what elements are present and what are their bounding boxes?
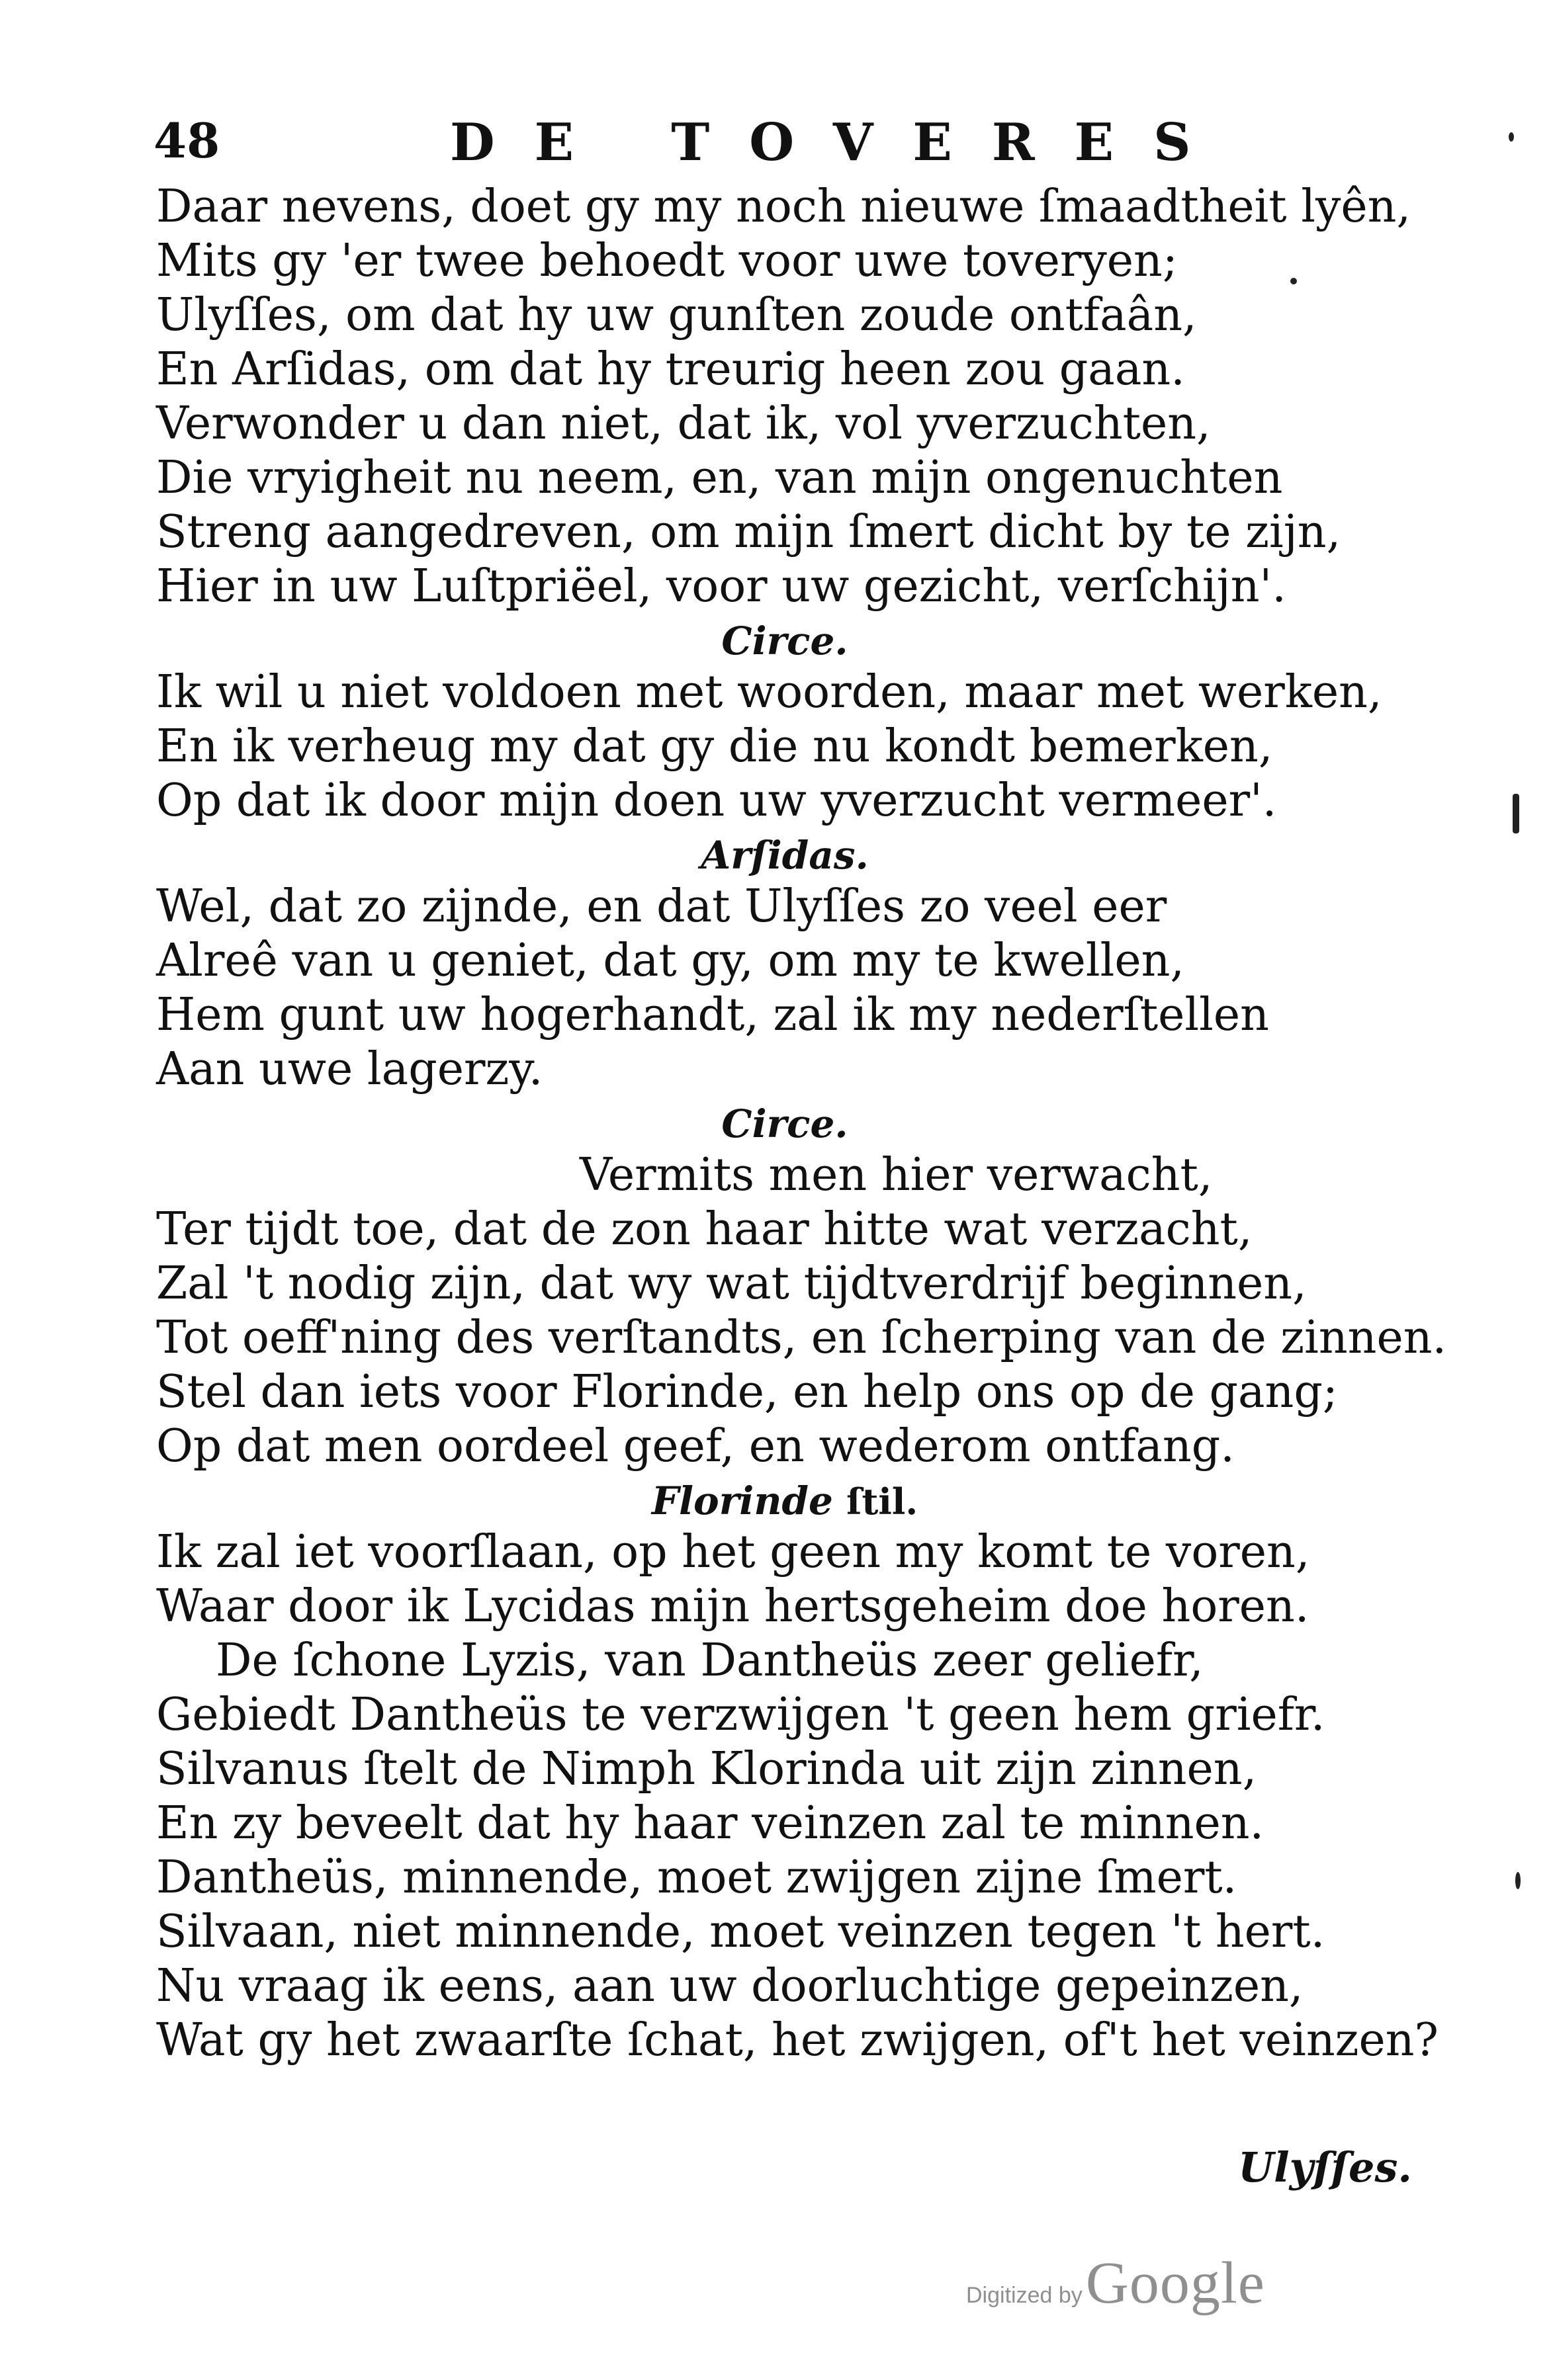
verse-line: Streng aangedreven, om mijn ſmert dicht by te zijn, [156,506,1341,558]
speaker-heading [156,828,1413,880]
verse-line: Tot oeff'ning des verſtandts, en ſcherping van de zinnen. [156,1312,1447,1364]
watermark-brand-logo: Google [1085,2250,1265,2316]
verse-line: Verwonder u dan niet, dat ik, vol yverzuchten, [156,398,1211,450]
ink-speck [1509,132,1514,142]
stage-direction: ſtil. [846,1480,918,1523]
watermark-prefix: Digitized by [966,2283,1083,2308]
verse-line: Waar door ik Lycidas mijn hertsgeheim doe horen. [156,1580,1309,1633]
verse-line: Vermits men hier verwacht, [580,1149,1213,1201]
verse-line: Gebiedt Dantheüs te verzwijgen 't geen hem griefr. [156,1689,1325,1741]
speaker-name: Circe. [721,1101,848,1146]
ink-speck [1290,278,1297,284]
speaker-heading [156,1474,1413,1525]
speaker-name: Arſidas. [701,833,869,878]
verse-line: De ſchone Lyzis, van Dantheüs zeer geliefr, [216,1635,1204,1687]
page-number: 48 [154,112,220,169]
speaker-name: Circe. [721,618,848,663]
verse-line: Aan uwe lagerzy. [156,1043,543,1095]
verse-line: Hem gunt uw hogerhandt, zal ik my nederſtellen [156,989,1269,1041]
verse-line: Dantheüs, minnende, moet zwijgen zijne ſmert. [156,1851,1237,1904]
verse-line: En Arſidas, om dat hy treurig heen zou gaan. [156,343,1185,396]
running-title: DE TOVERES [450,112,1231,173]
verse-line: Ter tijdt toe, dat de zon haar hitte wat verzacht, [156,1203,1253,1255]
verse-line: Wel, dat zo zijnde, en dat Ulyſſes zo veel eer [156,880,1167,933]
ink-speck [1513,794,1519,833]
speaker-name: Florinde [651,1478,833,1523]
digitized-watermark [966,2249,1265,2317]
verse-line: Ulyſſes, om dat hy uw gunſten zoude ontfaân, [156,289,1197,341]
speaker-heading [156,1097,1413,1148]
verse-line: Mits gy 'er twee behoedt voor uwe toveryen; [156,235,1178,287]
verse-line: Ik wil u niet voldoen met woorden, maar met werken, [156,666,1382,718]
verse-line: Daar nevens, doet gy my noch nieuwe ſmaadtheit lyên, [156,181,1411,233]
verse-line: Op dat ik door mijn doen uw yverzucht vermeer'. [156,775,1277,827]
verse-line: Ik zal iet voorſlaan, op het geen my komt te voren, [156,1526,1310,1578]
verse-line: Stel dan iets voor Florinde, en help ons op de gang; [156,1366,1338,1418]
verse-line: Nu vraag ik eens, aan uw doorluchtige gepeinzen, [156,1960,1304,2012]
verse-line: Zal 't nodig zijn, dat wy wat tijdtverdrijf beginnen, [156,1257,1307,1310]
verse-line: En ik verheug my dat gy die nu kondt bemerken, [156,720,1273,773]
ink-speck [1515,1872,1521,1889]
verse-line: Silvaan, niet minnende, moet veinzen tegen 't hert. [156,1906,1325,1958]
verse-line: En zy beveelt dat hy haar veinzen zal te minnen. [156,1797,1264,1849]
verse-line: Silvanus ſtelt de Nimph Klorinda uit zijn zinnen, [156,1743,1257,1795]
verse-text [156,180,1447,2068]
catchword: Ulyſſes. [1238,2143,1412,2191]
speaker-heading [156,614,1413,665]
verse-line: Wat gy het zwaarſte ſchat, het zwijgen, of't het veinzen? [156,2014,1439,2066]
verse-line: Die vryigheit nu neem, en, van mijn ongenuchten [156,452,1283,504]
verse-line: Op dat men oordeel geef, en wederom ontfang. [156,1420,1235,1472]
verse-line: Alreê van u geniet, dat gy, om my te kwellen, [156,935,1185,987]
page-header [154,112,1331,179]
verse-line: Hier in uw Luſtpriëel, voor uw gezicht, verſchijn'. [156,560,1286,613]
